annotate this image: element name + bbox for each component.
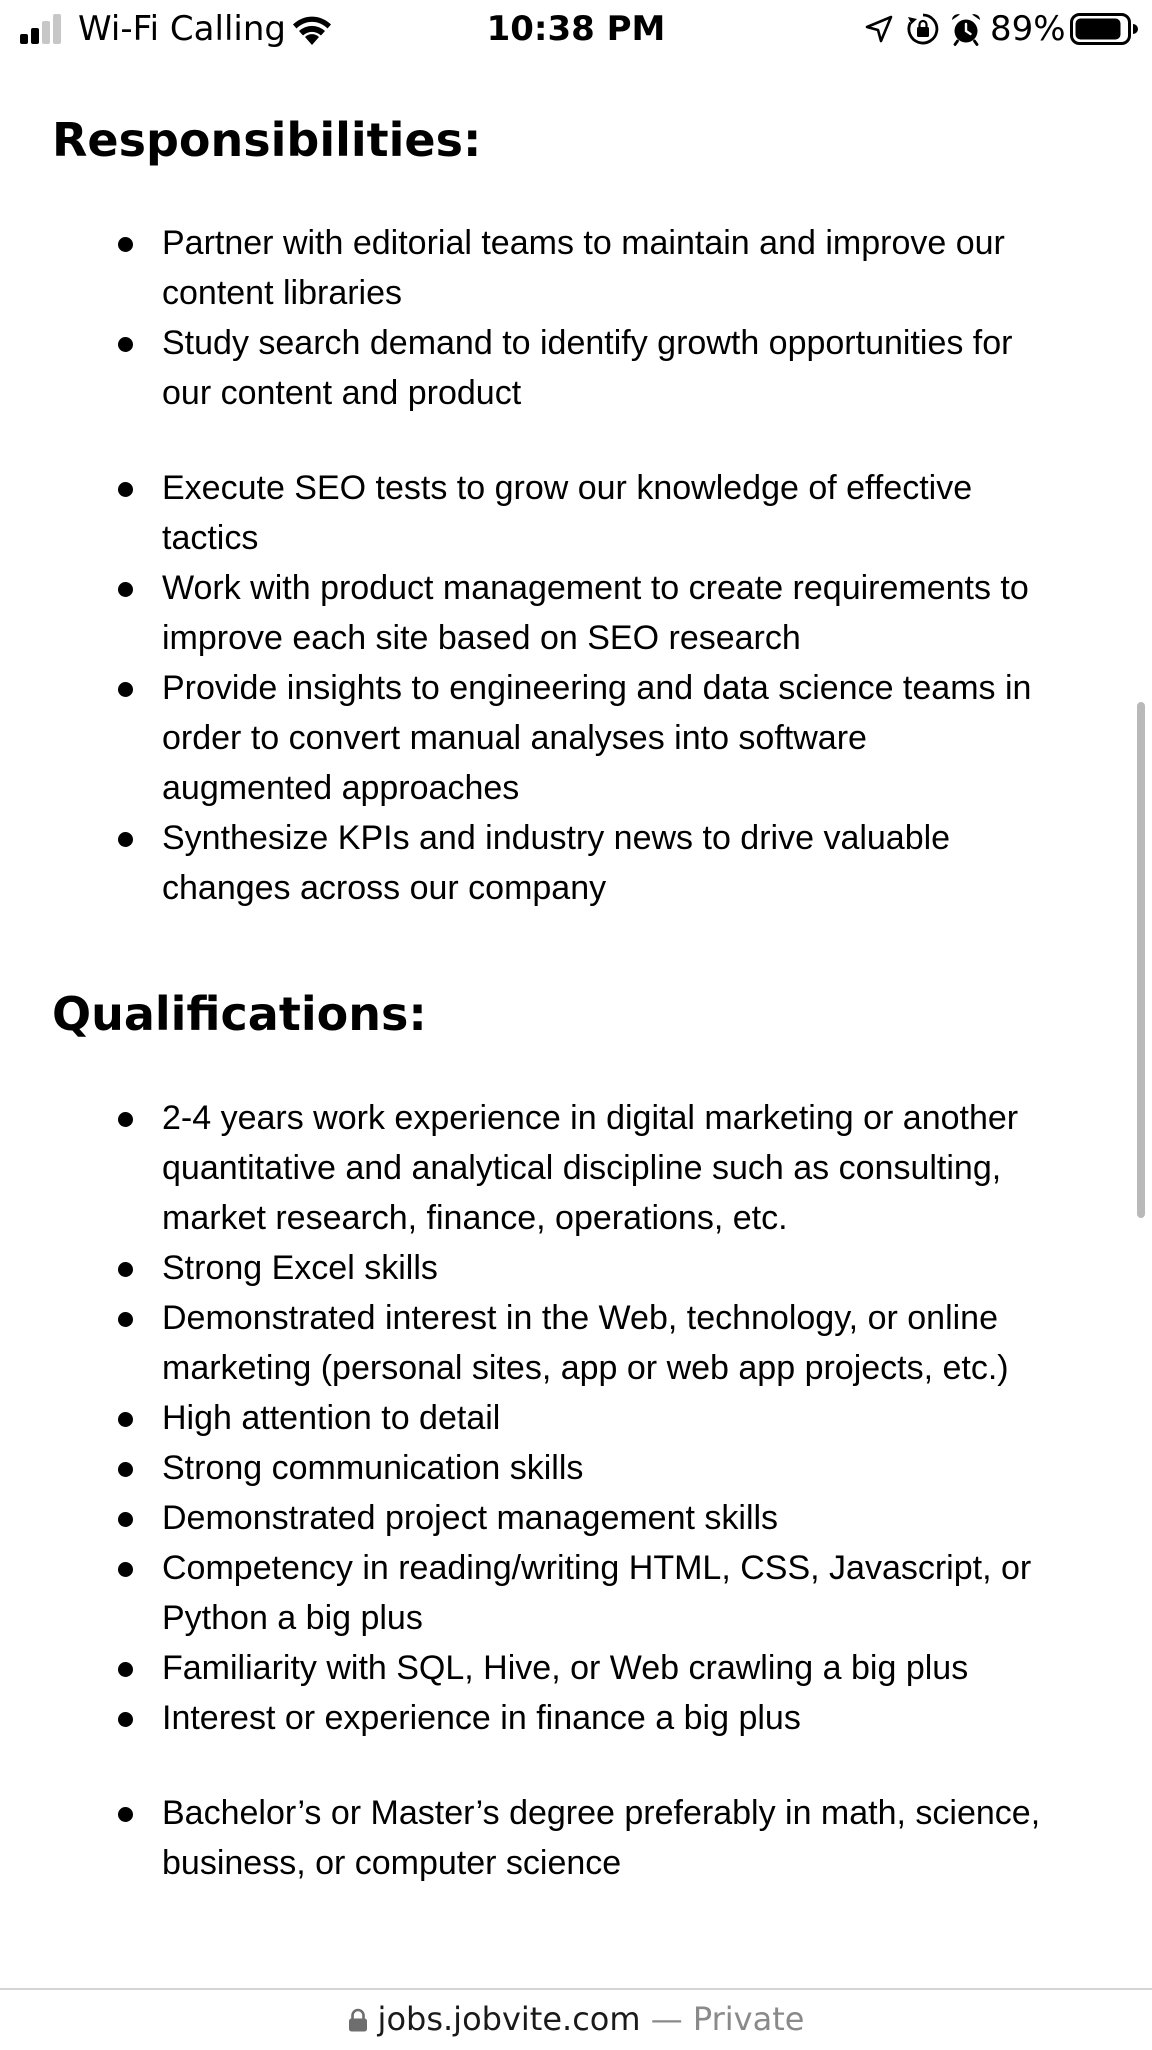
list-item-line: Strong Excel skills <box>162 1249 438 1287</box>
list-item-text <box>162 1493 1102 1543</box>
list-item-line: marketing (personal sites, app or web app projects, etc.) <box>162 1349 1009 1387</box>
list-item-text <box>162 463 1102 563</box>
list-item-text <box>162 218 1102 318</box>
bullet-icon <box>118 1312 133 1327</box>
bullet-icon <box>118 1562 133 1577</box>
clock: 10:38 PM <box>486 9 666 49</box>
bullet-icon <box>118 237 133 252</box>
bullet-icon <box>118 482 133 497</box>
url-bar[interactable] <box>0 1988 1152 2050</box>
battery-icon <box>1070 13 1138 45</box>
list-item-line: order to convert manual analyses into software <box>162 719 867 757</box>
bullet-icon <box>118 1412 133 1427</box>
list-item-line: improve each site based on SEO research <box>162 619 801 657</box>
list-item-line: Bachelor’s or Master’s degree preferably in math, science, <box>162 1794 1041 1832</box>
url-domain: jobs.jobvite.com <box>377 2000 641 2038</box>
list-item-line: our content and product <box>162 374 522 412</box>
bullet-icon <box>118 1262 133 1277</box>
list-item-line: Python a big plus <box>162 1599 423 1637</box>
bullet-icon <box>118 1512 133 1527</box>
list-item-line: 2-4 years work experience in digital marketing or another <box>162 1099 1019 1137</box>
list-item-text <box>162 1693 1102 1743</box>
list-item-line: Execute SEO tests to grow our knowledge of effective <box>162 469 973 507</box>
list-item-line: market research, finance, operations, etc. <box>162 1199 788 1237</box>
list-item-line: augmented approaches <box>162 769 520 807</box>
list-item-text <box>162 1243 1102 1293</box>
responsibilities-heading: Responsibilities: <box>52 113 482 167</box>
list-item-text <box>162 1093 1102 1243</box>
list-item-text <box>162 1393 1102 1443</box>
list-item-line: Synthesize KPIs and industry news to drive valuable <box>162 819 951 857</box>
bullet-icon <box>118 1807 133 1822</box>
list-item-line: business, or computer science <box>162 1844 622 1882</box>
location-icon <box>864 14 894 44</box>
qualifications-heading: Qualifications: <box>52 987 427 1041</box>
list-item-line: changes across our company <box>162 869 607 907</box>
bullet-icon <box>118 1462 133 1477</box>
list-item-text <box>162 1543 1102 1643</box>
list-item-text <box>162 1643 1102 1693</box>
list-item-line: Provide insights to engineering and data science teams in <box>162 669 1032 707</box>
url-separator: — <box>650 2000 683 2038</box>
bullet-icon <box>118 582 133 597</box>
list-item-line: Work with product management to create requirements to <box>162 569 1029 607</box>
list-item-line: High attention to detail <box>162 1399 501 1437</box>
lock-icon <box>348 2008 368 2032</box>
rotation-lock-icon <box>906 12 940 46</box>
list-item-text <box>162 563 1102 663</box>
list-item-line: Familiarity with SQL, Hive, or Web crawling a big plus <box>162 1649 969 1687</box>
private-label: Private <box>692 2000 805 2038</box>
list-item-line: Competency in reading/writing HTML, CSS, Javascript, or <box>162 1549 1032 1587</box>
bullet-icon <box>118 832 133 847</box>
list-item-text <box>162 1443 1102 1493</box>
battery-percent: 89% <box>990 9 1066 49</box>
list-item-text <box>162 813 1102 913</box>
list-item-line: Interest or experience in finance a big plus <box>162 1699 801 1737</box>
list-item-line: Study search demand to identify growth opportunities for <box>162 324 1013 362</box>
list-item-line: content libraries <box>162 274 403 312</box>
bullet-icon <box>118 337 133 352</box>
bullet-icon <box>118 1662 133 1677</box>
list-item-line: quantitative and analytical discipline such as consulting, <box>162 1149 1002 1187</box>
bullet-icon <box>118 1712 133 1727</box>
list-item-line: tactics <box>162 519 259 557</box>
url-display[interactable] <box>0 1998 1152 2040</box>
carrier-label: Wi-Fi Calling <box>78 9 286 49</box>
list-item-line: Strong communication skills <box>162 1449 584 1487</box>
list-item-text <box>162 318 1102 418</box>
bullet-icon <box>118 1112 133 1127</box>
list-item-line: Demonstrated project management skills <box>162 1499 779 1537</box>
list-item-line: Demonstrated interest in the Web, technology, or online <box>162 1299 998 1337</box>
list-item-line: Partner with editorial teams to maintain and improve our <box>162 224 1005 262</box>
list-item-text <box>162 1293 1102 1393</box>
scroll-indicator[interactable] <box>1137 702 1145 1218</box>
list-item-text <box>162 1788 1102 1888</box>
list-item-text <box>162 663 1102 813</box>
status-bar <box>0 0 1152 60</box>
bullet-icon <box>118 682 133 697</box>
alarm-icon <box>948 11 984 47</box>
